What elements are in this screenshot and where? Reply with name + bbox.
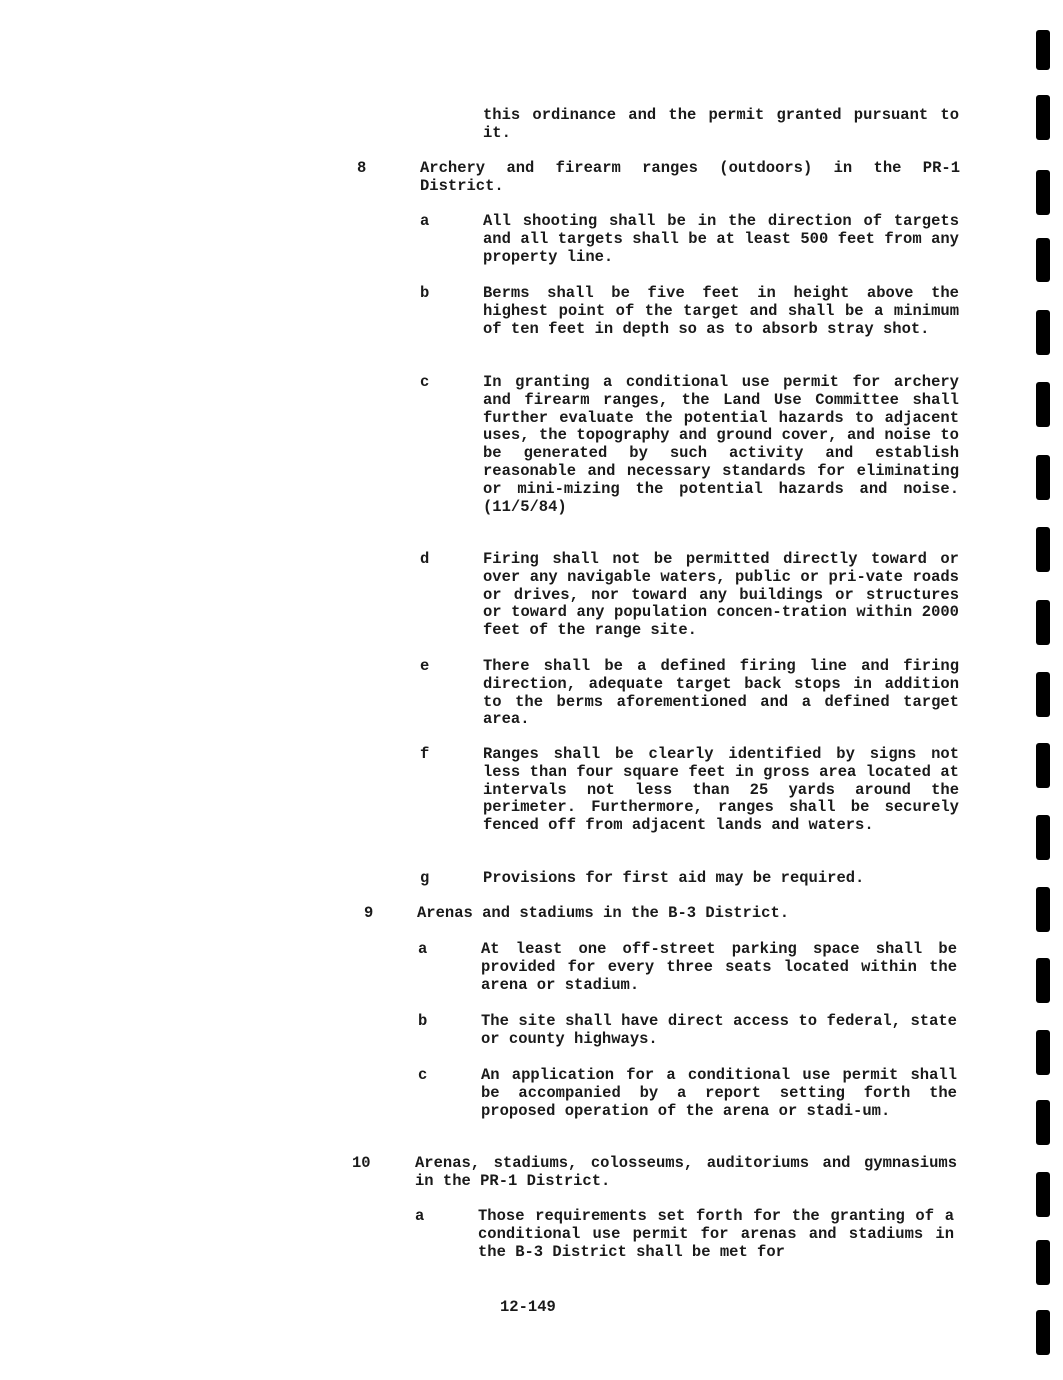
sub-letter: a xyxy=(418,940,428,958)
binding-mark xyxy=(1036,600,1050,645)
item-heading: Arenas, stadiums, colosseums, auditoriums and gymnasiums in the PR-1 District. xyxy=(415,1154,957,1190)
sub-letter: c xyxy=(418,1066,428,1084)
sub-text: Provisions for first aid may be required. xyxy=(483,869,865,887)
sub-letter: e xyxy=(420,657,430,675)
item-number: 8 xyxy=(357,159,367,177)
page-number: 12-149 xyxy=(500,1298,556,1316)
sub-text: All shooting shall be in the direction of targets and all targets shall be at least 500 feet from any property line. xyxy=(483,212,959,266)
item-number: 10 xyxy=(352,1154,371,1172)
binding-mark xyxy=(1036,887,1050,932)
sub-letter: a xyxy=(415,1207,425,1225)
binding-mark xyxy=(1036,238,1050,282)
sub-letter: g xyxy=(420,869,430,887)
binding-mark xyxy=(1036,310,1050,355)
sub-text: Berms shall be five feet in height above the highest point of the target and shall be a minimum of ten feet in depth so as to absorb stray shot. xyxy=(483,284,959,338)
continuation-text: this ordinance and the permit granted pursuant to it. xyxy=(483,106,959,142)
binding-mark xyxy=(1036,1310,1050,1355)
sub-letter: b xyxy=(420,284,430,302)
sub-text: In granting a conditional use permit for archery and firearm ranges, the Land Use Committee shall further evaluate the potential hazards to adjacent uses, the topography and ground cover, and noise to be generated by such activity and establish reasonable and necessary standards for eliminating or mini-mizing the potential hazards and noise. (11/5/84) xyxy=(483,373,959,516)
binding-mark xyxy=(1036,672,1050,717)
binding-mark xyxy=(1036,1240,1050,1285)
binding-mark xyxy=(1036,95,1050,140)
sub-text: The site shall have direct access to federal, state or county highways. xyxy=(481,1012,957,1048)
binding-mark xyxy=(1036,455,1050,500)
sub-letter: d xyxy=(420,550,430,568)
binding-mark xyxy=(1036,382,1050,427)
sub-text: Firing shall not be permitted directly toward or over any navigable waters, public or pri-vate roads or drives, nor toward any buildings or structures or toward any population concen-tration within 2000 feet of the range site. xyxy=(483,550,959,640)
item-heading: Archery and firearm ranges (outdoors) in the PR-1 District. xyxy=(420,159,960,195)
binding-mark xyxy=(1036,30,1050,70)
sub-letter: a xyxy=(420,212,430,230)
sub-letter: f xyxy=(420,745,430,763)
binding-mark xyxy=(1036,1172,1050,1217)
sub-text: An application for a conditional use permit shall be accompanied by a report setting forth the proposed operation of the arena or stadi-um. xyxy=(481,1066,957,1120)
sub-text: There shall be a defined firing line and firing direction, adequate target back stops in addition to the berms aforementioned and a defined target area. xyxy=(483,657,959,729)
sub-letter: c xyxy=(420,373,430,391)
binding-mark xyxy=(1036,815,1050,860)
item-heading: Arenas and stadiums in the B-3 District. xyxy=(417,904,790,922)
sub-letter: b xyxy=(418,1012,428,1030)
sub-text: Those requirements set forth for the granting of a conditional use permit for arenas and stadiums in the B-3 District shall be met for xyxy=(478,1207,954,1261)
binding-mark xyxy=(1036,958,1050,1003)
binding-mark xyxy=(1036,170,1050,215)
binding-mark xyxy=(1036,743,1050,788)
binding-mark xyxy=(1036,1030,1050,1075)
binding-mark xyxy=(1036,527,1050,572)
sub-text: Ranges shall be clearly identified by signs not less than four square feet in gross area located at intervals not less than 25 yards around the perimeter. Furthermore, ranges shall be securely fenced off from adjacent lands and waters. xyxy=(483,745,959,835)
sub-text: At least one off-street parking space shall be provided for every three seats located within the arena or stadium. xyxy=(481,940,957,994)
item-number: 9 xyxy=(364,904,374,922)
binding-mark xyxy=(1036,1100,1050,1145)
